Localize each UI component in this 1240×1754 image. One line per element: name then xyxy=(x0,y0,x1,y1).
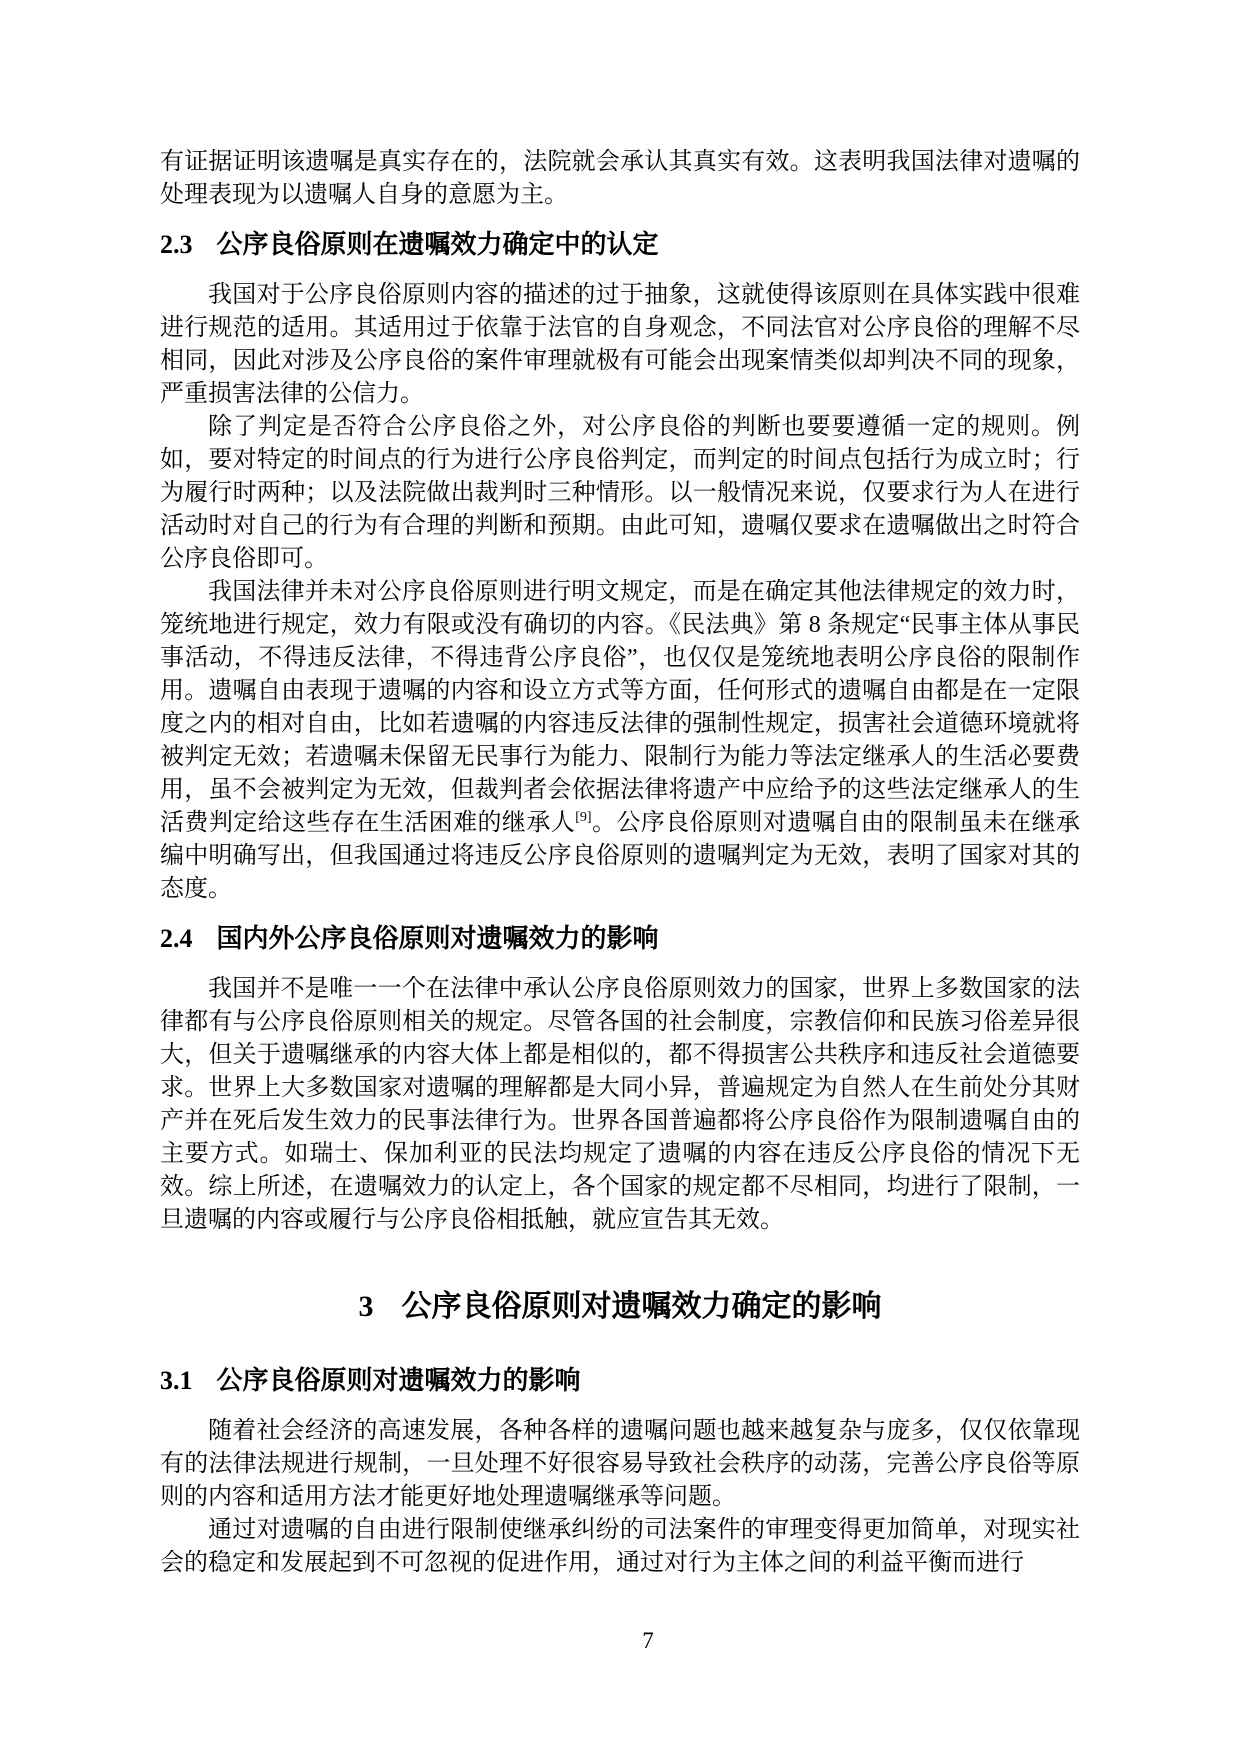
intro-paragraph: 有证据证明该遗嘱是真实存在的，法院就会承认其真实有效。这表明我国法律对遗嘱的处理表现为以遗嘱人自身的意愿为主。 xyxy=(160,149,1080,208)
paragraph-2-4-1: 我国并不是唯一一个在法律中承认公序良俗原则效力的国家，世界上多数国家的法律都有与公序良俗原则相关的规定。尽管各国的社会制度，宗教信仰和民族习俗差异很大，但关于遗嘱继承的内容大体上都是相似的，都不得损害公共秩序和违反社会道德要求。世界上大多数国家对遗嘱的理解都是大同小异，普遍规定为自然人在生前处分其财产并在死后发生效力的民事法律行为。世界各国普遍都将公序良俗作为限制遗嘱自由的主要方式。如瑞士、保加利亚的民法均规定了遗嘱的内容在违反公序良俗的情况下无效。综上所述，在遗嘱效力的认定上，各个国家的规定都不尽相同，均进行了限制，一旦遗嘱的内容或履行与公序良俗相抵触，就应宣告其无效。 xyxy=(160,976,1080,1233)
citation-ref-9: [9] xyxy=(575,810,592,825)
section-2-4-number: 2.4 xyxy=(160,924,193,953)
chapter-3-heading xyxy=(160,1285,1080,1329)
section-3-1-number: 3.1 xyxy=(160,1366,193,1395)
paragraph-2-3-1: 我国对于公序良俗原则内容的描述的过于抽象，这就使得该原则在具体实践中很难进行规范的适用。其适用过于依靠于法官的自身观念，不同法官对公序良俗的理解不尽相同，因此对涉及公序良俗的案件审理就极有可能会出现案情类似却判决不同的现象，严重损害法律的公信力。 xyxy=(160,282,1080,407)
section-2-4-heading xyxy=(160,920,1080,957)
page-number: 7 xyxy=(642,1628,654,1653)
paragraph-2-3-3-text-after-ref: 。公序良俗原则对遗嘱自由的限制虽未在继承编中明确写出，但我国通过将违反公序良俗原则的遗嘱判定为无效，表明了国家对其的态度。 xyxy=(160,810,1081,902)
section-3-1-heading xyxy=(160,1362,1080,1399)
section-2-3-number: 2.3 xyxy=(160,230,193,259)
section-2-3-heading xyxy=(160,226,1080,263)
section-3-1-title: 公序良俗原则对遗嘱效力的影响 xyxy=(216,1365,581,1395)
paragraph-2-3-2: 除了判定是否符合公序良俗之外，对公序良俗的判断也要要遵循一定的规则。例如，要对特定的时间点的行为进行公序良俗判定，而判定的时间点包括行为成立时；行为履行时两种；以及法院做出裁判时三种情形。以一般情况来说，仅要求行为人在进行活动时对自己的行为有合理的判断和预期。由此可知，遗嘱仅要求在遗嘱做出之时符合公序良俗即可。 xyxy=(160,414,1080,572)
paragraph-3-1-1: 随着社会经济的高速发展，各种各样的遗嘱问题也越来越复杂与庞多，仅仅依靠现有的法律法规进行规制，一旦处理不好很容易导致社会秩序的动荡，完善公序良俗等原则的内容和适用方法才能更好地处理遗嘱继承等问题。 xyxy=(160,1418,1080,1510)
paragraph-2-3-3 xyxy=(160,576,1080,906)
section-2-3-title: 公序良俗原则在遗嘱效力确定中的认定 xyxy=(216,229,659,259)
paragraph-3-1-2: 通过对遗嘱的自由进行限制使继承纠纷的司法案件的审理变得更加简单，对现实社会的稳定和发展起到不可忽视的促进作用，通过对行为主体之间的利益平衡而进行 xyxy=(160,1517,1080,1576)
chapter-3-title: 公序良俗原则对遗嘱效力确定的影响 xyxy=(401,1290,882,1323)
section-2-4-title: 国内外公序良俗原则对遗嘱效力的影响 xyxy=(216,923,659,953)
paragraph-2-3-3-text-before-ref: 我国法律并未对公序良俗原则进行明文规定，而是在确定其他法律规定的效力时，笼统地进行规定，效力有限或没有确切的内容。《民法典》第 8 条规定“民事主体从事民事活动，不得违反法律，不得违背公序良俗”，也仅仅是笼统地表明公序良俗的限制作用。遗嘱自由表现于遗嘱的内容和设立方式等方面，任何形式的遗嘱自由都是在一定限度之内的相对自由，比如若遗嘱的内容违反法律的强制性规定，损害社会道德环境就将被判定无效；若遗嘱未保留无民事行为能力、限制行为能力等法定继承人的生活必要费用，虽不会被判定为无效，但裁判者会依据法律将遗产中应给予的这些法定继承人的生活费判定给这些存在生活困难的继承人 xyxy=(160,579,1080,836)
chapter-3-number: 3 xyxy=(358,1290,374,1323)
